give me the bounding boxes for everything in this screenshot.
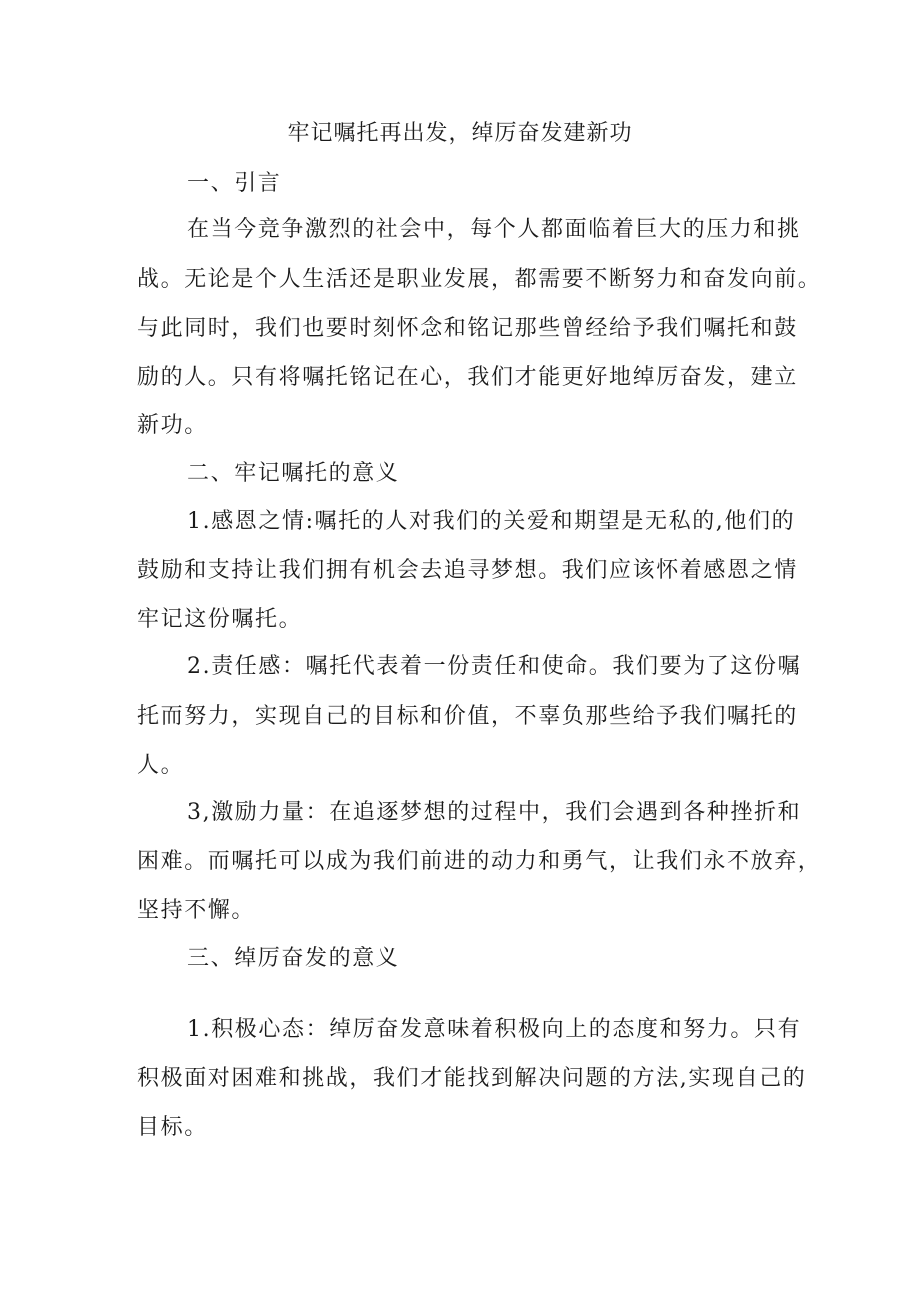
paragraph-line: 1.积极心态：绰厉奋发意味着积极向上的态度和努力。只有: [187, 1017, 802, 1042]
paragraph-line: 积极面对困难和挑战，我们才能找到解决问题的方法,实现自己的: [137, 1066, 807, 1091]
paragraph-line: 鼓励和支持让我们拥有机会去追寻梦想。我们应该怀着感恩之情: [137, 558, 798, 583]
paragraph-line: 人。: [137, 753, 185, 778]
paragraph-line: 3,激励力量：在追逐梦想的过程中，我们会遇到各种挫折和: [187, 800, 802, 825]
paragraph-line: 1.感恩之情:嘱托的人对我们的关爱和期望是无私的,他们的: [187, 509, 796, 534]
paragraph-line: 战。无论是个人生活还是职业发展，都需要不断努力和奋发向前。: [137, 267, 822, 292]
paragraph-line: 与此同时，我们也要时刻怀念和铭记那些曾经给予我们嘱托和鼓: [137, 316, 798, 341]
section-heading-significance-of-striving: 三、绰厉奋发的意义: [187, 946, 400, 971]
section-heading-introduction: 一、引言: [187, 171, 282, 196]
paragraph-line: 新功。: [137, 413, 208, 438]
paragraph-line: 目标。: [137, 1115, 208, 1140]
paragraph-line: 2.责任感：嘱托代表着一份责任和使命。我们要为了这份嘱: [187, 654, 802, 679]
document-title: 牢记嘱托再出发，绰厉奋发建新功: [287, 121, 633, 146]
paragraph-line: 牢记这份嘱托。: [137, 607, 303, 632]
paragraph-line: 励的人。只有将嘱托铭记在心，我们才能更好地绰厉奋发，建立: [137, 365, 798, 390]
paragraph-line: 托而努力，实现自己的目标和价值，不辜负那些给予我们嘱托的: [137, 704, 798, 729]
paragraph-line: 困难。而嘱托可以成为我们前进的动力和勇气，让我们永不放弃，: [137, 849, 822, 874]
section-heading-significance-of-entrustment: 二、牢记嘱托的意义: [187, 461, 400, 486]
paragraph-line: 在当今竞争激烈的社会中，每个人都面临着巨大的压力和挑: [187, 217, 801, 242]
paragraph-line: 坚持不懈。: [137, 898, 256, 923]
